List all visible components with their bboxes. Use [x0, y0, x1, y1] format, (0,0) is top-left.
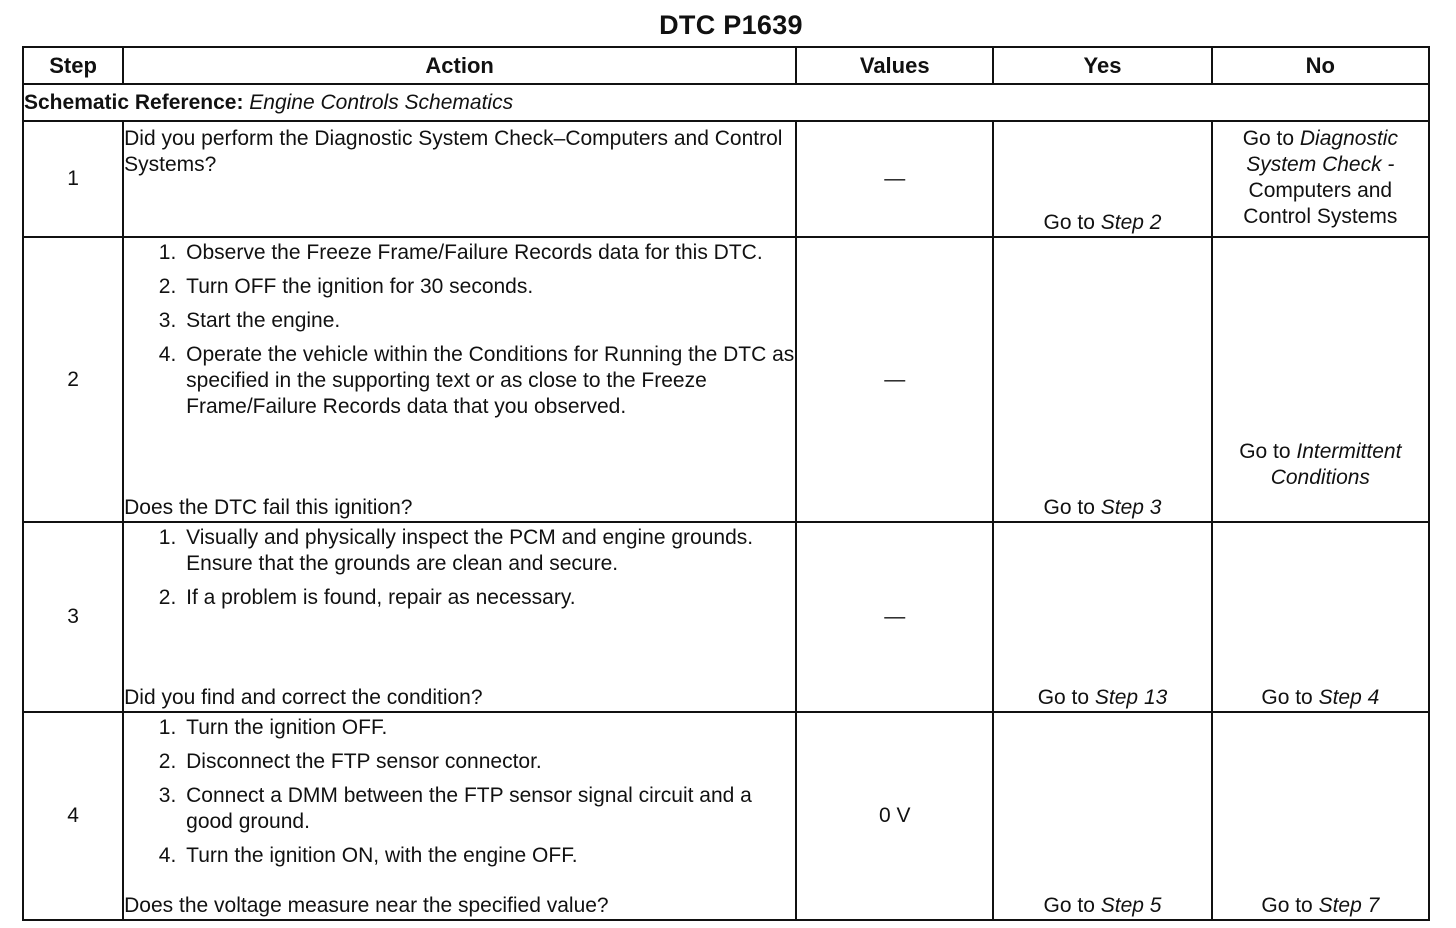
no-cell: [1212, 712, 1429, 920]
action-cell: [123, 712, 796, 920]
action-step: 1. Turn the ignition OFF.: [182, 715, 795, 741]
no-link[interactable]: Step 4: [1318, 686, 1380, 709]
yes-link[interactable]: Step 2: [1100, 211, 1162, 234]
step-number: 2: [23, 237, 123, 522]
action-question: Does the voltage measure near the specified value?: [124, 894, 609, 917]
yes-prefix: Go to: [1043, 894, 1101, 917]
no-prefix: Go to: [1239, 440, 1297, 463]
no-cell: [1212, 121, 1429, 237]
value-cell: [796, 712, 993, 920]
yes-link[interactable]: Step 13: [1094, 686, 1168, 709]
action-step: 3. Connect a DMM between the FTP sensor signal circuit and a good ground.: [182, 783, 795, 835]
action-cell: [123, 237, 796, 522]
header-step: Step: [23, 47, 123, 84]
schematic-reference-row: [23, 84, 1429, 121]
action-step: 3. Start the engine.: [182, 308, 795, 334]
yes-cell: [993, 237, 1211, 522]
table-row: [23, 121, 1429, 237]
yes-prefix: Go to: [1037, 686, 1095, 709]
action-step: 2. Turn OFF the ignition for 30 seconds.: [182, 274, 795, 300]
yes-cell: [993, 522, 1211, 712]
table-row: [23, 522, 1429, 712]
value-text: —: [884, 605, 906, 628]
table-row: [23, 237, 1429, 522]
action-step: 2. If a problem is found, repair as necessary.: [182, 585, 795, 611]
yes-link[interactable]: Step 3: [1100, 496, 1162, 519]
value-text: 0 V: [878, 804, 911, 827]
action-question: Did you perform the Diagnostic System Check–Computers and Control Systems?: [124, 127, 783, 176]
header-no: No: [1212, 47, 1429, 84]
value-text: —: [884, 167, 906, 190]
value-text: —: [884, 367, 906, 391]
action-question: Did you find and correct the condition?: [124, 686, 483, 709]
yes-prefix: Go to: [1043, 496, 1101, 519]
value-cell: [796, 121, 993, 237]
no-link[interactable]: Step 7: [1318, 894, 1380, 917]
no-cell: [1212, 522, 1429, 712]
action-steps: [124, 525, 795, 619]
no-cell: [1212, 237, 1429, 522]
no-link[interactable]: Diagnostic System Check -: [1246, 127, 1398, 176]
no-link[interactable]: Intermittent Conditions: [1270, 440, 1402, 489]
header-row: [23, 47, 1429, 84]
no-prefix: Go to: [1242, 127, 1300, 150]
step-number: 1: [23, 121, 123, 237]
page-title: DTC P1639: [659, 10, 803, 40]
action-question: Does the DTC fail this ignition?: [124, 496, 413, 519]
yes-cell: [993, 712, 1211, 920]
action-step: 1. Observe the Freeze Frame/Failure Records data for this DTC.: [182, 240, 795, 266]
action-step: 4. Turn the ignition ON, with the engine OFF.: [182, 843, 795, 869]
header-yes: Yes: [993, 47, 1211, 84]
yes-link[interactable]: Step 5: [1100, 894, 1162, 917]
dtc-table: [22, 46, 1430, 921]
schematic-reference-label: Schematic Reference:: [24, 90, 244, 114]
action-steps: [124, 715, 795, 877]
value-cell: [796, 522, 993, 712]
action-step: 4. Operate the vehicle within the Conditions for Running the DTC as specified in the supporting text or as close to the Freeze Frame/Failure Records data that you observed.: [182, 342, 795, 420]
header-values: Values: [796, 47, 993, 84]
header-action: Action: [123, 47, 796, 84]
no-prefix: Go to: [1261, 686, 1319, 709]
step-number: 3: [23, 522, 123, 712]
no-suffix: Computers and Control Systems: [1243, 179, 1398, 228]
action-steps: [124, 240, 795, 428]
yes-cell: [993, 121, 1211, 237]
action-step: 1. Visually and physically inspect the PCM and engine grounds. Ensure that the grounds are clean and secure.: [182, 525, 795, 577]
yes-prefix: Go to: [1043, 211, 1101, 234]
schematic-reference-value: Engine Controls Schematics: [249, 90, 514, 114]
action-cell: [123, 121, 796, 237]
no-prefix: Go to: [1261, 894, 1319, 917]
step-number: 4: [23, 712, 123, 920]
action-cell: [123, 522, 796, 712]
table-row: [23, 712, 1429, 920]
value-cell: [796, 237, 993, 522]
action-step: 2. Disconnect the FTP sensor connector.: [182, 749, 795, 775]
schematic-reference: [23, 84, 1429, 121]
